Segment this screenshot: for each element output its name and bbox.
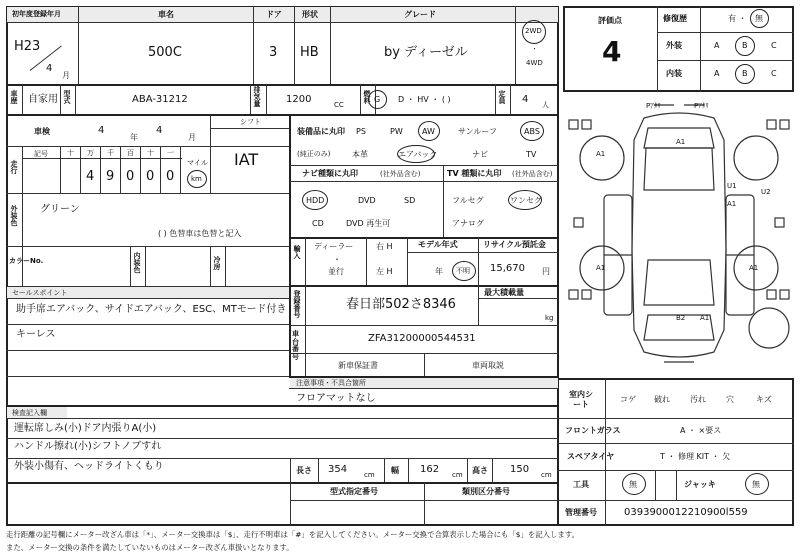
interior-c: C bbox=[771, 69, 777, 78]
mark-a1-rear: A1 bbox=[700, 314, 710, 322]
car-name-value: 500C bbox=[148, 45, 182, 60]
exterior-c: C bbox=[771, 41, 777, 50]
vin-label: 車台番号 bbox=[292, 330, 299, 362]
import-parallel: 並行 bbox=[328, 267, 344, 276]
interior-circle bbox=[735, 64, 755, 84]
model-year-unknown: 不明 bbox=[456, 267, 470, 275]
mileage-digit: 0 bbox=[126, 169, 135, 184]
tvtype-label: TV 種類に丸印 bbox=[447, 169, 502, 178]
inspection-year: 4 bbox=[98, 125, 105, 136]
equip-ps: PS bbox=[356, 127, 366, 136]
seat-defect-item: 穴 bbox=[726, 395, 734, 404]
mark-a1-front: A1 bbox=[676, 138, 686, 146]
navi-dvd: DVD bbox=[358, 196, 376, 205]
repair-label: 修復歴 bbox=[663, 14, 687, 23]
notes-label: 注意事項・不具合箇所 bbox=[296, 379, 366, 387]
tools-label: 工具 bbox=[573, 480, 589, 489]
windshield-label: フロントガラス bbox=[565, 426, 621, 435]
inspector-line-2: ハンドル擦れ(小)シフトノブすれ bbox=[14, 441, 162, 452]
sales-point-2: キーレス bbox=[16, 329, 56, 340]
max-load-unit: kg bbox=[545, 314, 554, 322]
width-value: 162 bbox=[420, 464, 440, 475]
interior-color-label: 内装色 bbox=[133, 252, 141, 273]
import-left: 左 H bbox=[376, 267, 393, 276]
displacement-label: 排気量 bbox=[253, 86, 261, 107]
color-note: ( ) 色替車は色替と記入 bbox=[158, 229, 242, 238]
capacity-unit: 人 bbox=[542, 101, 549, 109]
jack-label: ジャッキ bbox=[684, 480, 716, 489]
mileage-place-label: 一 bbox=[167, 149, 174, 157]
navi-hdd: HDD bbox=[306, 196, 325, 205]
model-year-unit: 年 bbox=[435, 267, 443, 276]
equip-sunroof: サンルーフ bbox=[458, 127, 497, 136]
length-label: 長さ bbox=[296, 466, 312, 475]
exterior-a: A bbox=[714, 41, 720, 50]
mgmt-value: 0393900012210900l559 bbox=[624, 507, 748, 518]
length-value: 354 bbox=[328, 464, 348, 475]
displacement-value: 1200 bbox=[286, 94, 312, 105]
interior-label: 内装 bbox=[666, 69, 682, 78]
seat-defect-item: 汚れ bbox=[690, 395, 706, 404]
height-label: 高さ bbox=[472, 466, 488, 475]
mark-p1: Pｱﾀﾘ bbox=[646, 102, 661, 110]
displacement-unit: CC bbox=[334, 101, 344, 109]
warranty-new: 新車保証書 bbox=[338, 361, 378, 370]
inspection-month: 4 bbox=[156, 125, 163, 136]
reg-value: 春日部502さ8346 bbox=[346, 297, 456, 312]
tv-fullseg: フルセグ bbox=[452, 196, 484, 205]
reg-label: 登録番号 bbox=[293, 290, 301, 318]
first-reg-era: H23 bbox=[14, 39, 41, 54]
warranty-manual: 車両取説 bbox=[472, 361, 504, 370]
interior-b: B bbox=[742, 69, 748, 78]
width-label: 幅 bbox=[391, 466, 399, 475]
import-dealer: ディーラー bbox=[314, 242, 354, 251]
grade-value: by ディーゼル bbox=[384, 45, 468, 60]
fuel-rest: D ・ HV ・ ( ) bbox=[398, 95, 451, 104]
height-unit: cm bbox=[541, 471, 552, 479]
mileage-digit: 0 bbox=[166, 169, 175, 184]
first-reg-label: 初年度登録年月 bbox=[12, 10, 61, 18]
usage-label: 車歴 bbox=[10, 90, 18, 104]
mileage-label: 走行 bbox=[10, 160, 18, 174]
import-dot: ・ bbox=[333, 255, 341, 264]
jack-value: 無 bbox=[752, 480, 760, 489]
mileage-place-label: 百 bbox=[127, 149, 134, 157]
spare-value: T ・ 修理 KIT ・ 欠 bbox=[660, 452, 731, 461]
recycle-value: 15,670 bbox=[490, 263, 525, 274]
width-unit: cm bbox=[452, 471, 463, 479]
seat-defect-item: 破れ bbox=[654, 395, 670, 404]
equip-pw: PW bbox=[390, 127, 403, 136]
mileage-place-label: 十 bbox=[147, 149, 154, 157]
height-value: 150 bbox=[510, 464, 530, 475]
tv-analog: アナログ bbox=[452, 219, 484, 228]
model-value: ABA-31212 bbox=[132, 94, 188, 105]
mark-a1-door: A1 bbox=[727, 200, 737, 208]
room-seat-label: 室内シート bbox=[569, 390, 593, 410]
doors-value: 3 bbox=[269, 45, 278, 60]
spare-label: スペアタイヤ bbox=[567, 452, 615, 461]
equip-tv: TV bbox=[526, 150, 537, 159]
score-value: 4 bbox=[602, 35, 622, 68]
mark-u2: U2 bbox=[761, 188, 771, 196]
mark-a1-rear-right: A1 bbox=[749, 264, 759, 272]
first-reg-month: 4 bbox=[46, 63, 53, 74]
interior-a: A bbox=[714, 69, 720, 78]
length-unit: cm bbox=[364, 471, 375, 479]
first-reg-month-unit: 月 bbox=[62, 71, 70, 80]
mark-u1: U1 bbox=[727, 182, 737, 190]
mileage-digit: 0 bbox=[146, 169, 155, 184]
mileage-digit: 9 bbox=[106, 169, 115, 184]
equipment-label: 装備品に丸印 bbox=[297, 127, 345, 136]
drive-4wd: 4WD bbox=[526, 59, 543, 67]
ac-label: 冷房 bbox=[213, 256, 221, 270]
capacity-label: 定員 bbox=[498, 90, 506, 104]
mark-b2: B2 bbox=[676, 314, 686, 322]
color-value: グリーン bbox=[40, 204, 80, 215]
mark-a1-left: A1 bbox=[596, 150, 606, 158]
tools-value: 無 bbox=[629, 480, 637, 489]
mileage-place-label: 千 bbox=[107, 149, 114, 157]
seat-defect-item: コゲ bbox=[620, 395, 636, 404]
navi-sub: (社外品含む) bbox=[380, 170, 421, 178]
mileage-digit: 4 bbox=[86, 169, 95, 184]
inspection-year-unit: 年 bbox=[130, 133, 138, 142]
recycle-unit: 円 bbox=[542, 267, 550, 276]
color-label: 外装色 bbox=[10, 205, 18, 226]
shift-value: IAT bbox=[234, 150, 259, 169]
fuel-label: 燃料 bbox=[363, 90, 371, 104]
doors-label: ドア bbox=[266, 10, 282, 19]
import-right: 右 H bbox=[376, 242, 393, 251]
car-name-label: 車名 bbox=[158, 10, 174, 19]
mark-p2: Pｱﾀﾘ bbox=[694, 102, 709, 110]
mileage-mile: マイル bbox=[187, 159, 208, 167]
max-load-label: 最大積載量 bbox=[484, 288, 524, 297]
inspector-line-3: 外装小傷有、ヘッドライトくもり bbox=[14, 461, 164, 472]
repair-circled: 無 bbox=[755, 14, 763, 23]
capacity-value: 4 bbox=[522, 94, 529, 105]
car-damage-diagram bbox=[564, 100, 794, 375]
import-label: 輸入 bbox=[293, 245, 301, 259]
tvtype-sub: (社外品含む) bbox=[512, 170, 553, 178]
seat-defect-item: キズ bbox=[756, 395, 772, 404]
drive-2wd: 2WD bbox=[525, 27, 542, 35]
model-year-label: モデル年式 bbox=[418, 240, 458, 249]
exterior-circle bbox=[735, 36, 755, 56]
score-label: 評価点 bbox=[598, 16, 622, 25]
mileage-place-label: 十 bbox=[67, 149, 74, 157]
notes-value: フロアマットなし bbox=[296, 393, 376, 404]
windshield-value: A ・ ×要ス bbox=[680, 426, 722, 435]
navi-cd: CD bbox=[312, 219, 324, 228]
inspector-label: 検査記入欄 bbox=[12, 409, 47, 417]
footer-line-2: また、メーター交換の条件を満たしていないものはメーター改ざん車扱いとなります。 bbox=[6, 543, 294, 552]
drive-dot: ・ bbox=[531, 45, 538, 53]
sales-points-label: セールスポイント bbox=[12, 289, 68, 297]
grade-label: グレード bbox=[404, 10, 436, 19]
fuel-circled: G bbox=[374, 95, 381, 104]
exterior-label: 外装 bbox=[666, 41, 682, 50]
equip-navi: ナビ bbox=[472, 150, 488, 159]
inspection-month-unit: 月 bbox=[188, 133, 196, 142]
navi-sd: SD bbox=[404, 196, 416, 205]
shape-label: 形状 bbox=[302, 10, 318, 19]
class-no-label: 類別区分番号 bbox=[462, 487, 510, 496]
equip-abs: ABS bbox=[524, 127, 540, 136]
vin-value: ZFA31200000544531 bbox=[368, 333, 476, 344]
equip-leather: 本革 bbox=[352, 150, 368, 159]
equip-aw: AW bbox=[422, 127, 435, 136]
tv-oneseg: ワンセグ bbox=[510, 196, 542, 205]
navi-dvd-play: DVD 再生可 bbox=[346, 219, 391, 228]
inspection-label: 車検 bbox=[34, 127, 50, 136]
inspector-line-1: 運転席しみ(小)ドア内張りA(小) bbox=[14, 423, 157, 434]
equip-airbag: エアバック bbox=[398, 150, 438, 159]
shape-value: HB bbox=[300, 45, 319, 60]
mileage-km: km bbox=[191, 175, 202, 183]
shift-label: シフト bbox=[240, 118, 261, 126]
color-no-label: カラーNo. bbox=[9, 257, 44, 265]
model-label: 型式 bbox=[63, 90, 71, 104]
type-no-label: 型式指定番号 bbox=[330, 487, 378, 496]
repair-options: 有 ・ bbox=[728, 14, 747, 23]
mark-a1-rear-left: A1 bbox=[596, 264, 606, 272]
mileage-sub: 記号 bbox=[34, 150, 48, 158]
mgmt-label: 管理番号 bbox=[565, 508, 597, 517]
navi-label: ナビ種類に丸印 bbox=[302, 169, 358, 178]
recycle-label: リサイクル預託金 bbox=[483, 240, 546, 249]
sales-point-1: 助手席エアバック、サイドエアバック、ESC、MTモード付き bbox=[16, 304, 287, 315]
equipment-sub: (純正のみ) bbox=[297, 150, 331, 158]
footer-line-1: 走行距離の記号欄にメーター改ざん車は「*」、メーター交換車は「$」、走行不明車は「#」を記入してください。メーター交換で合算表示した場合にも「$」を記入します。 bbox=[6, 530, 579, 539]
usage-value: 自家用 bbox=[28, 94, 58, 105]
mileage-place-label: 万 bbox=[87, 149, 94, 157]
exterior-b: B bbox=[742, 41, 748, 50]
